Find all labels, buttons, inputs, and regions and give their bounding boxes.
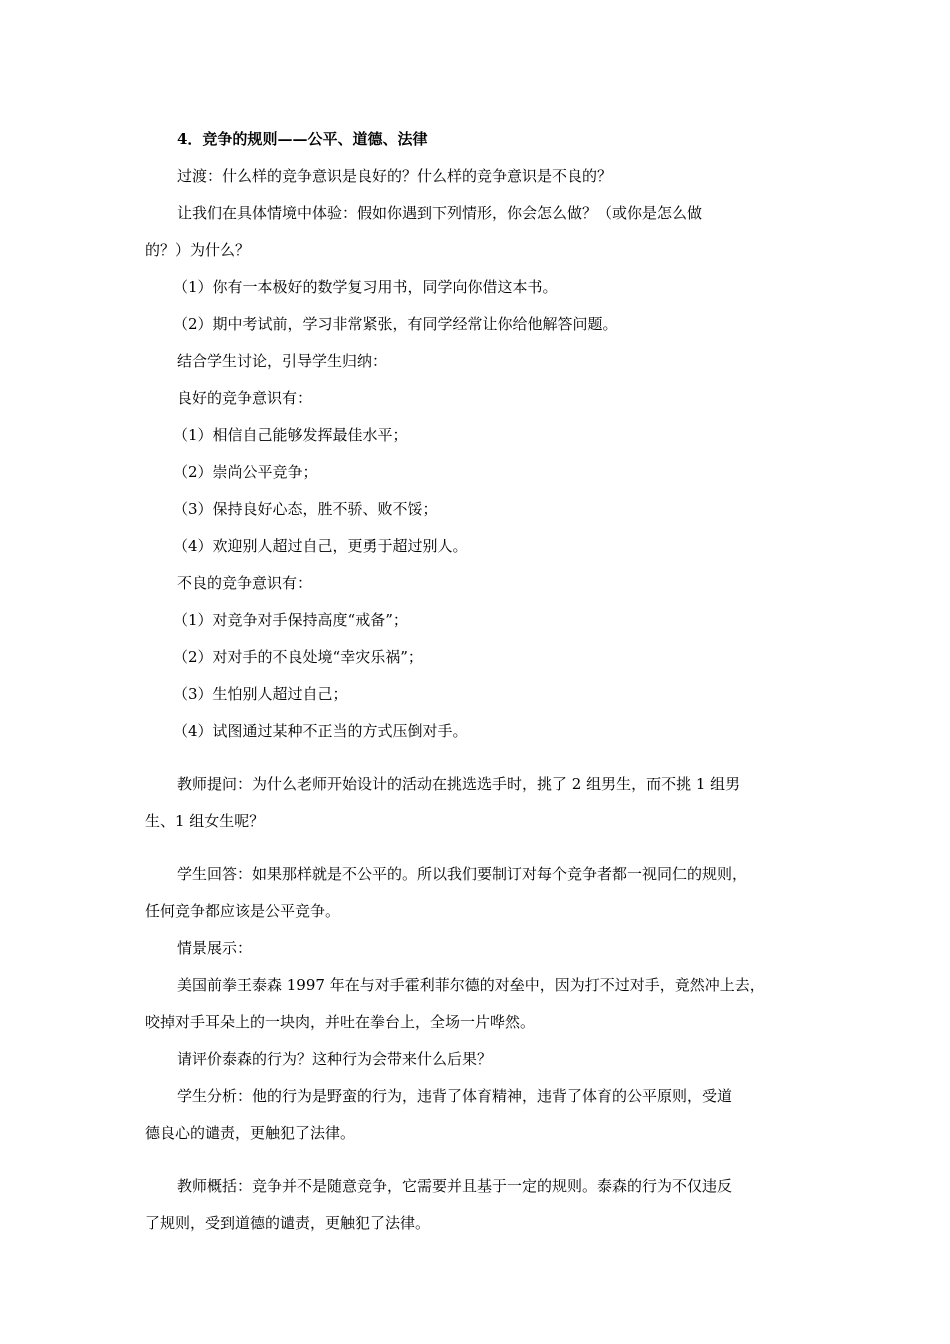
paragraph-analysis-line-1: 学生分析：他的行为是野蛮的行为，违背了体育精神，违背了体育的公平原则，受道: [177, 1087, 733, 1105]
paragraph-situation-line-2: 的？）为什么？: [145, 241, 251, 259]
paragraph-scene-line-1: 美国前拳王泰森 1997 年在与对手霍利菲尔德的对垒中，因为打不过对手，竟然冲上去，: [177, 976, 765, 994]
good-awareness-title: 良好的竞争意识有：: [177, 389, 313, 407]
bad-awareness-title: 不良的竞争意识有：: [177, 574, 313, 592]
paragraph-evaluate: 请评价泰森的行为？这种行为会带来什么后果？: [177, 1050, 493, 1068]
paragraph-summary-line-1: 教师概括：竞争并不是随意竞争，它需要并且基于一定的规则。泰森的行为不仅违反: [177, 1177, 733, 1195]
paragraph-teacher-question-line-1: 教师提问：为什么老师开始设计的活动在挑选选手时，挑了 2 组男生，而不挑 1 组男: [177, 775, 741, 793]
bad-awareness-item: （4）试图通过某种不正当的方式压倒对手。: [173, 722, 468, 740]
paragraph-transition: 过渡：什么样的竞争意识是良好的？什么样的竞争意识是不良的？: [177, 167, 613, 185]
paragraph-situation-line-1: 让我们在具体情境中体验：假如你遇到下列情形，你会怎么做？（或你是怎么做: [177, 204, 703, 222]
scenario-item: （2）期中考试前，学习非常紧张，有同学经常让你给他解答问题。: [173, 315, 618, 333]
paragraph-student-answer-line-2: 任何竞争都应该是公平竞争。: [145, 902, 341, 920]
paragraph-guide: 结合学生讨论，引导学生归纳：: [177, 352, 388, 370]
bad-awareness-item: （1）对竞争对手保持高度“戒备”；: [173, 611, 408, 629]
paragraph-analysis-line-2: 德良心的谴责，更触犯了法律。: [145, 1124, 356, 1142]
paragraph-scene-line-2: 咬掉对手耳朵上的一块肉，并吐在拳台上，全场一片哗然。: [145, 1013, 536, 1031]
good-awareness-item: （1）相信自己能够发挥最佳水平；: [173, 426, 408, 444]
bad-awareness-item: （3）生怕别人超过自己；: [173, 685, 348, 703]
good-awareness-item: （3）保持良好心态，胜不骄、败不馁；: [173, 500, 438, 518]
paragraph-summary-line-2: 了规则，受到道德的谴责，更触犯了法律。: [145, 1214, 431, 1232]
good-awareness-item: （2）崇尚公平竞争；: [173, 463, 318, 481]
section-heading: 4．竞争的规则——公平、道德、法律: [177, 130, 428, 148]
document-body: [145, 127, 815, 1248]
bad-awareness-item: （2）对对手的不良处境“幸灾乐祸”；: [173, 648, 423, 666]
paragraph-student-answer-line-1: 学生回答：如果那样就是不公平的。所以我们要制订对每个竞争者都一视同仁的规则，: [177, 865, 748, 883]
scenario-item: （1）你有一本极好的数学复习用书，同学向你借这本书。: [173, 278, 558, 296]
paragraph-scene-title: 情景展示：: [177, 939, 253, 957]
good-awareness-item: （4）欢迎别人超过自己，更勇于超过别人。: [173, 537, 468, 555]
paragraph-teacher-question-line-2: 生、1 组女生呢？: [145, 812, 265, 830]
